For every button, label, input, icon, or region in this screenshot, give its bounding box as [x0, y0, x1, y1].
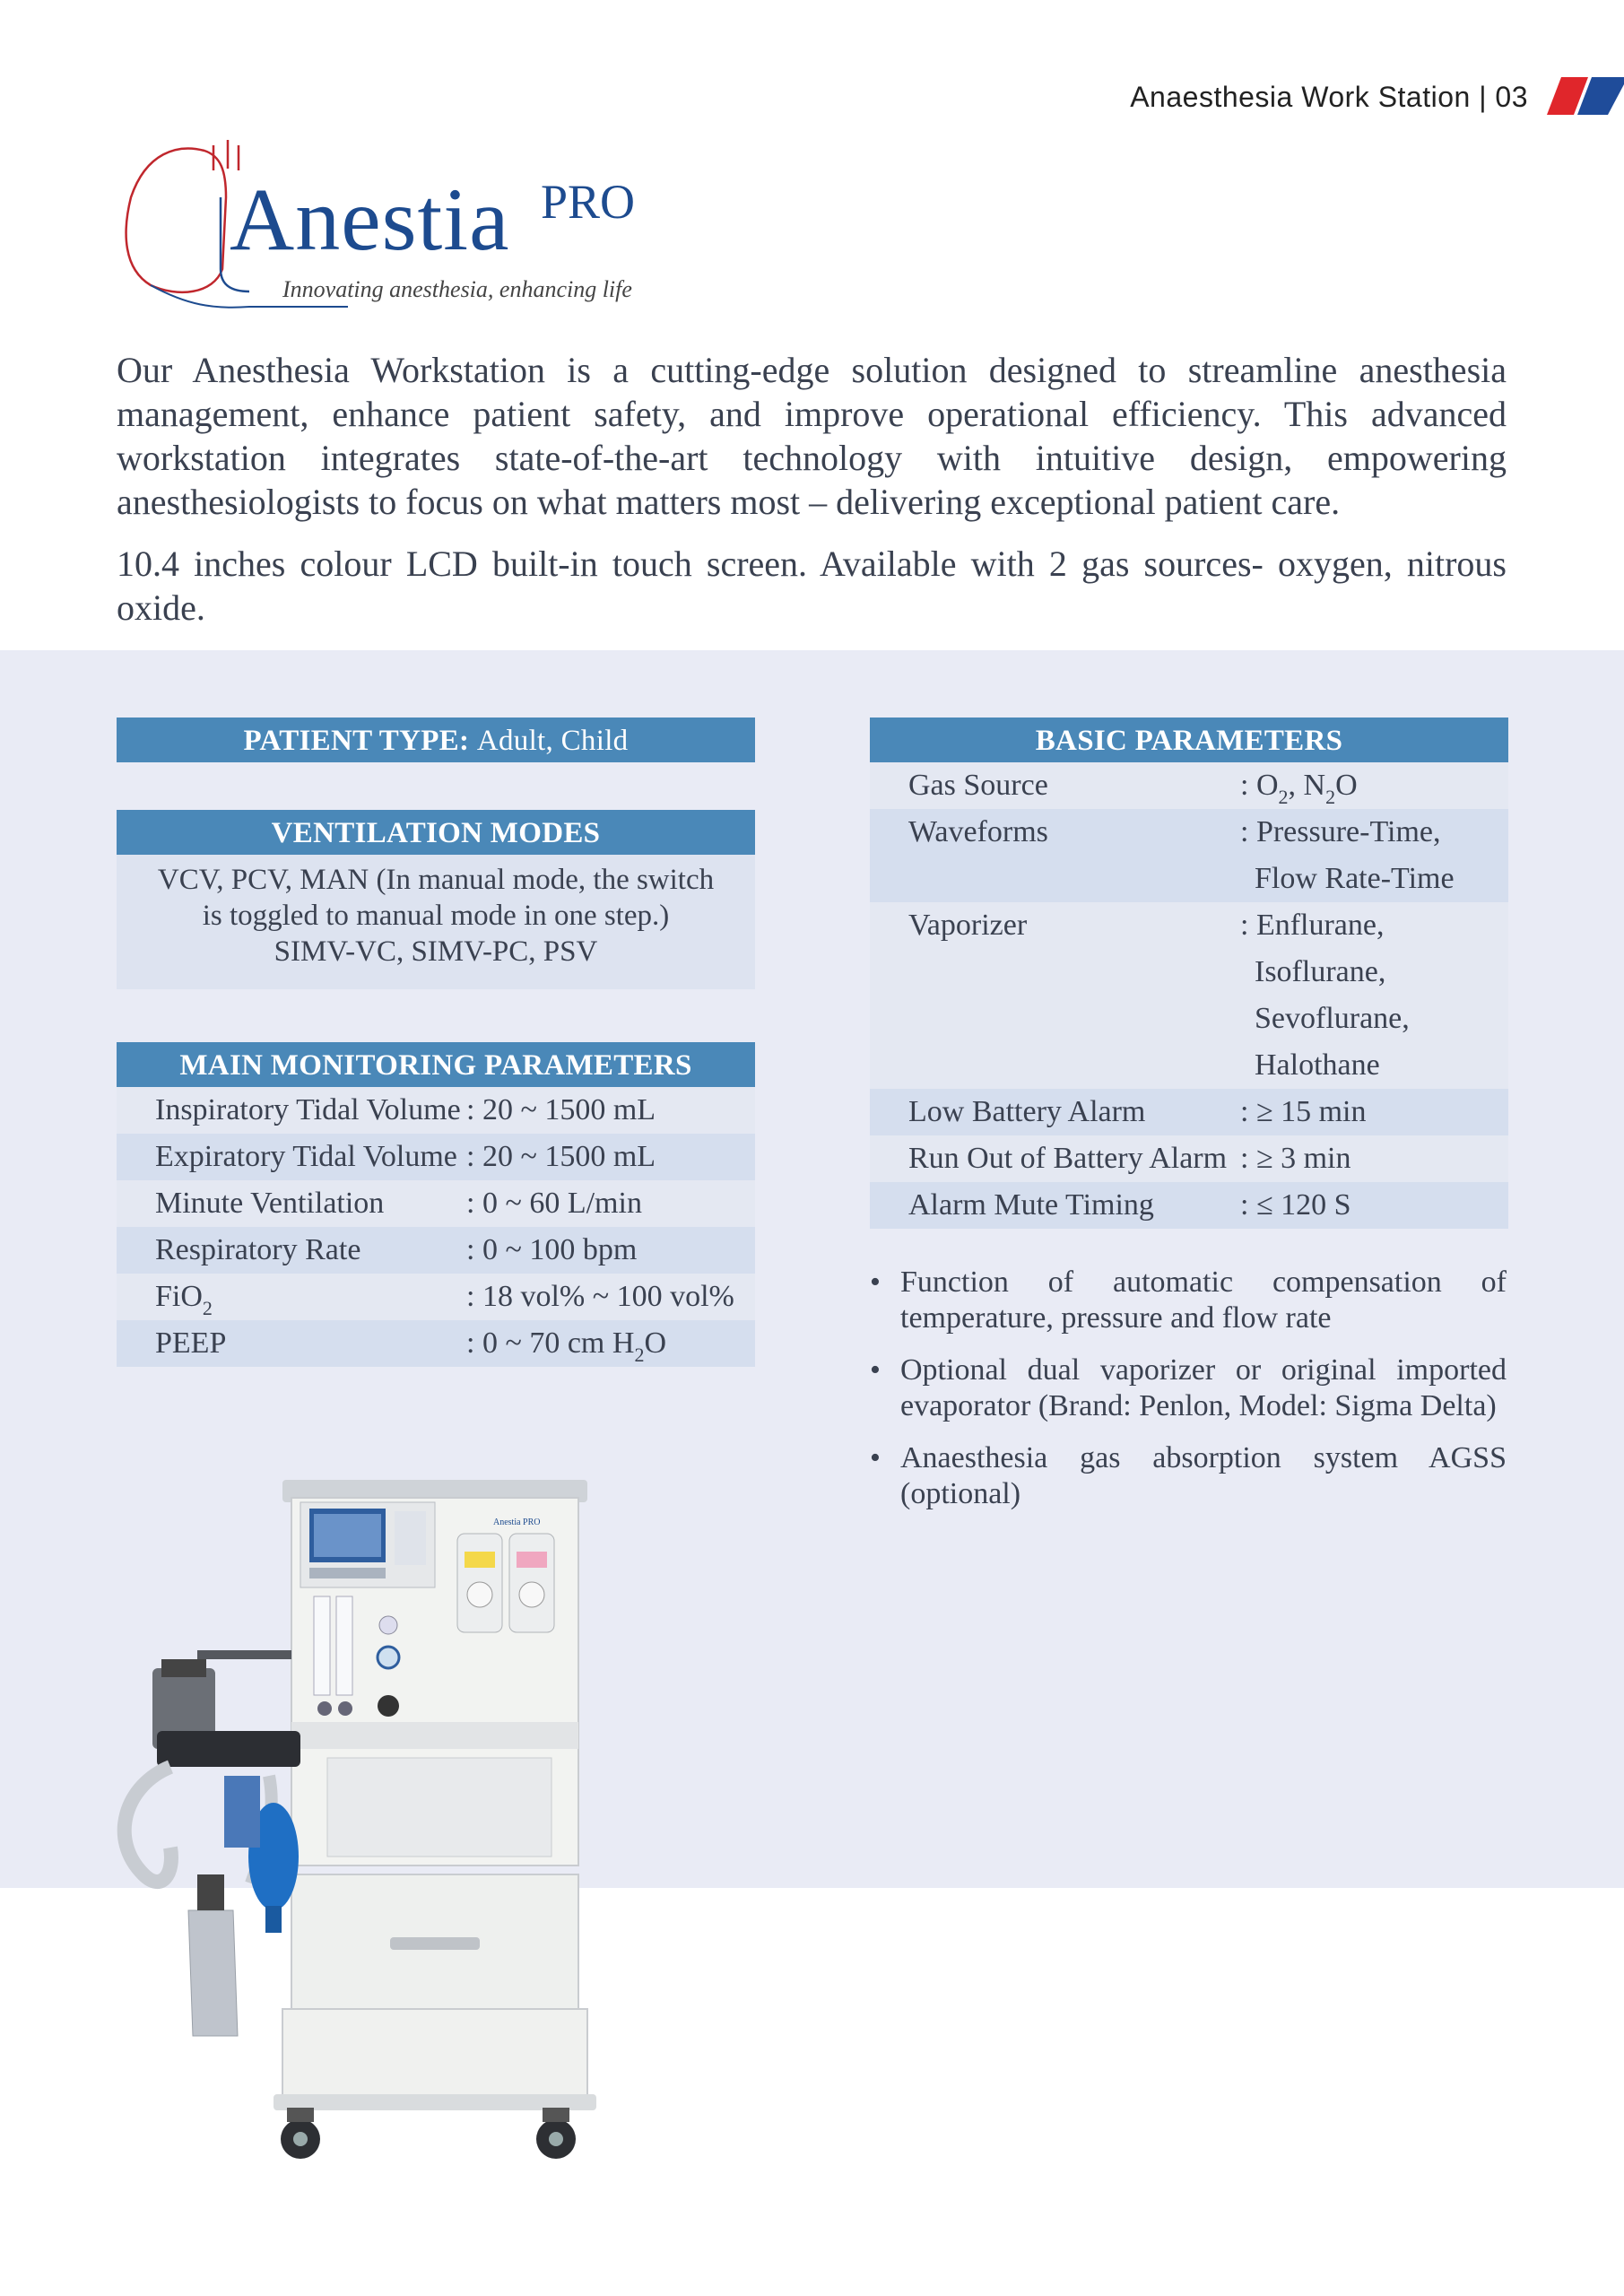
param-value: : ≥ 3 min	[1240, 1142, 1351, 1175]
basic-parameters-box	[870, 718, 1508, 1229]
param-value: : 0 ~ 70 cm $H_2O$	[466, 1326, 666, 1366]
table-row	[870, 1182, 1508, 1229]
param-value: : Pressure-Time, Flow Rate-Time	[1240, 815, 1455, 895]
logo-superscript: PRO	[541, 175, 636, 229]
param-value: : Enflurane, Isoflurane, Sevoflurane, Halothane	[1240, 909, 1410, 1082]
param-value: : 0 ~ 60 L/min	[466, 1187, 642, 1220]
ventilation-line: is toggled to manual mode in one step.)	[202, 900, 670, 932]
param-label: Waveforms	[908, 815, 1048, 848]
param-label: Respiratory Rate	[155, 1233, 361, 1266]
brand-logo	[115, 135, 671, 314]
patient-type-label: PATIENT TYPE:	[243, 725, 470, 757]
table-row	[870, 1089, 1508, 1135]
list-item: • Function of automatic compensation of temperature, pressure and flow rate	[870, 1265, 1507, 1336]
table-row	[870, 1135, 1508, 1182]
monitoring-parameters-header: MAIN MONITORING PARAMETERS	[117, 1042, 755, 1087]
table-row	[117, 1087, 755, 1134]
anesthesia-machine-illustration	[90, 1462, 610, 2179]
patient-type-header	[117, 718, 755, 762]
param-value: : 20 ~ 1500 mL	[466, 1093, 656, 1126]
param-value: : ≤ 120 S	[1240, 1188, 1351, 1222]
patient-type-value: Adult, Child	[476, 725, 629, 757]
list-item: • Anaesthesia gas absorption system AGSS (optional)	[870, 1440, 1507, 1512]
table-row	[117, 1180, 755, 1227]
patient-type-box	[117, 718, 755, 762]
param-label: Run Out of Battery Alarm	[908, 1142, 1228, 1175]
monitoring-parameters-table	[117, 1087, 755, 1367]
ventilation-modes-header: VENTILATION MODES	[117, 810, 755, 855]
param-label: Gas Source	[908, 769, 1048, 802]
table-row	[117, 1227, 755, 1274]
param-label: Alarm Mute Timing	[908, 1188, 1154, 1222]
param-value: : $O_2$, $N_2O$	[1240, 769, 1358, 808]
intro-paragraph: 10.4 inches colour LCD built-in touch screen. Available with 2 gas sources- oxygen, nitrous oxide.	[117, 544, 1507, 628]
ventilation-line: SIMV-VC, SIMV-PC, PSV	[274, 935, 598, 968]
intro-text	[117, 348, 1507, 630]
table-row	[870, 809, 1508, 902]
table-row	[117, 1320, 755, 1367]
param-label: Expiratory Tidal Volume	[155, 1140, 457, 1173]
table-row	[117, 1134, 755, 1180]
param-label: FiO$_2$	[155, 1280, 213, 1319]
machine-brand-label: Anestia PRO	[493, 1518, 541, 1527]
ventilation-modes-box	[117, 810, 755, 989]
param-label: Low Battery Alarm	[908, 1095, 1146, 1128]
monitoring-parameters-box	[117, 1042, 755, 1367]
ventilation-modes-body	[117, 855, 755, 989]
param-value: : 20 ~ 1500 mL	[466, 1140, 656, 1173]
param-value: : 0 ~ 100 bpm	[466, 1233, 638, 1266]
param-label: PEEP	[155, 1326, 227, 1360]
list-item: • Optional dual vaporizer or original imported evaporator (Brand: Penlon, Model: Sigma Delta)	[870, 1352, 1507, 1424]
basic-parameters-header: BASIC PARAMETERS	[870, 718, 1508, 762]
param-label: Inspiratory Tidal Volume	[155, 1093, 461, 1126]
table-row	[870, 902, 1508, 1089]
param-value: : ≥ 15 min	[1240, 1095, 1367, 1128]
param-label: Vaporizer	[908, 909, 1028, 942]
logo-wordmark: Anestia	[230, 170, 510, 269]
table-row	[870, 762, 1508, 809]
ventilation-line: VCV, PCV, MAN (In manual mode, the switch	[157, 864, 715, 896]
brand-mark-icon	[1543, 77, 1624, 115]
intro-paragraph: Our Anesthesia Workstation is a cutting-edge solution designed to streamline anesthesia management, enhance patient safety, and improve operational efficiency. This advanced workstation integrates state-of-the-art technology with intuitive design, empowering anesthesiologists to focus on what matters most – delivering exceptional patient care.	[117, 350, 1507, 522]
param-value: : 18 vol% ~ 100 vol%	[466, 1280, 734, 1313]
features-list	[870, 1265, 1507, 1528]
table-row	[117, 1274, 755, 1320]
param-label: Minute Ventilation	[155, 1187, 385, 1220]
logo-tagline: Innovating anesthesia, enhancing life	[282, 276, 632, 302]
page-header-title: Anaesthesia Work Station | 03	[1130, 81, 1528, 113]
